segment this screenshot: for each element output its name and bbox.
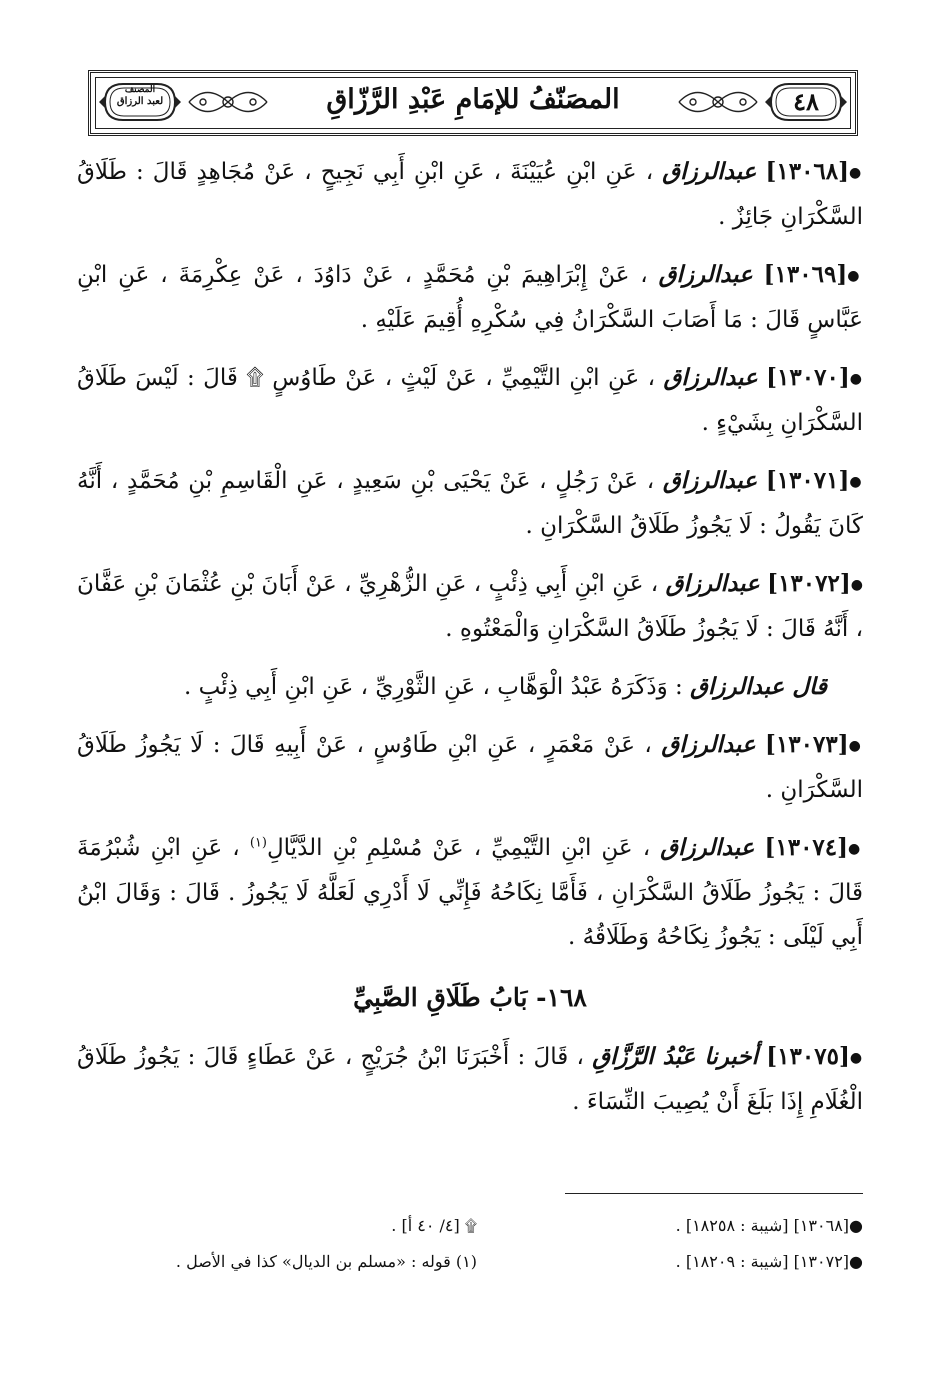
hadith-text: ، عَنِ ابْنِ أَبِي ذِئْبٍ ، عَنِ الزُّهْرِيِّ ، عَنْ أَبَانَ بْنِ عُثْمَانَ بْنِ عَفَّانَ ، أَنَّهُ قَالَ : لَا يَجُوزُ طَلَاقُ السَّكْرَانِ وَالْمَعْتُوهِ .	[77, 571, 863, 642]
book-seal	[99, 78, 181, 126]
page-number-medallion	[765, 78, 847, 126]
narrator-name: قال عبدالرزاق	[690, 673, 827, 700]
seal-text	[99, 85, 181, 119]
seal-line-1: المصنف	[124, 85, 156, 95]
page-number: ٤٨	[793, 87, 819, 116]
hadith-number: [١٣٠٦٩]	[763, 261, 848, 288]
bullet-icon: ●	[849, 1050, 864, 1066]
narrator-name: عبدالرزاق	[665, 570, 760, 597]
hadith-number: [١٣٠٧٣]	[765, 731, 849, 758]
bullet-icon: ●	[849, 371, 864, 387]
hadith-13074	[77, 826, 863, 959]
footnote-folio: ۩ [٤/ ٤٠ أ] .	[391, 1216, 477, 1235]
narrator-name: عبدالرزاق	[663, 364, 758, 391]
narrator-name: عبدالرزاق	[662, 158, 757, 185]
note-text: : وَذَكَرَهُ عَبْدُ الْوَهَّابِ ، عَنِ الثَّوْرِيِّ ، عَنِ ابْنِ أَبِي ذِئْبٍ .	[184, 674, 683, 700]
page-header	[88, 70, 858, 136]
seal-line-2: لعبد الرزاق	[116, 96, 164, 107]
hadith-number: [١٣٠٧٤]	[764, 834, 849, 861]
hadith-13069	[77, 253, 863, 342]
hadith-text-part-b: ، عَنِ ابْنِ شُبْرُمَةَ قَالَ : يَجُوزُ طَلَاقُ السَّكْرَانِ ، فَأَمَّا نِكَاحُهُ فَإِنِّي لَا أَدْرِي لَعَلَّهُ لَا يَجُوزُ . قَالَ : وَقَالَ ابْنُ أَبِي لَيْلَى : يَجُوزُ نِكَاحُهُ وَطَلَاقُهُ .	[77, 835, 863, 950]
footnote-source-13068: ●[١٣٠٦٨] [شيبة : ١٨٢٥٨] .	[675, 1216, 863, 1235]
narrator-name: عبدالرزاق	[661, 731, 756, 758]
hadith-text: ، عَنْ رَجُلٍ ، عَنْ يَحْيَى بْنِ سَعِيدٍ ، عَنِ الْقَاسِمِ بْنِ مُحَمَّدٍ ، أَنَّهُ كَانَ يَقُولُ : لَا يَجُوزُ طَلَاقُ السَّكْرَانِ .	[77, 468, 863, 539]
hadith-text: ، عَنِ ابْنِ التَّيْمِيِّ ، عَنْ لَيْثٍ ، عَنْ طَاوُسٍ ۩ قَالَ : لَيْسَ طَلَاقُ السَّكْرَانِ بِشَيْءٍ .	[77, 365, 863, 436]
main-text	[77, 150, 863, 1138]
hadith-number: [١٣٠٧١]	[765, 467, 850, 494]
footnote-row	[77, 1208, 863, 1244]
footnote-source-13072: ●[١٣٠٧٢] [شيبة : ١٨٢٠٩] .	[675, 1252, 863, 1271]
hadith-text: ، عَنْ إِبْرَاهِيمَ بْنِ مُحَمَّدٍ ، عَنْ دَاوُدَ ، عَنْ عِكْرِمَةَ ، عَنِ ابْنِ عَبَّاسٍ قَالَ : مَا أَصَابَ السَّكْرَانُ فِي سُكْرِهِ أُقِيمَ عَلَيْهِ .	[77, 262, 863, 333]
narrator-note	[77, 665, 863, 709]
bullet-icon: ●	[848, 738, 864, 754]
hadith-13070	[77, 356, 863, 445]
footnote-marker[interactable]: (١)	[249, 835, 267, 851]
hadith-text: ، عَنِ ابْنِ عُيَيْنَةَ ، عَنِ ابْنِ أَبِي نَجِيحٍ ، عَنْ مُجَاهِدٍ قَالَ : طَلَاقُ السَّكْرَانِ جَائِزٌ .	[77, 159, 863, 230]
bullet-icon: ●	[850, 577, 863, 593]
narrator-name: عبدالرزاق	[658, 261, 753, 288]
narrator-name: عبدالرزاق	[660, 834, 755, 861]
bullet-icon: ●	[848, 841, 864, 857]
narrator-name: عبدالرزاق	[662, 467, 758, 494]
hadith-text: ، قَالَ : أَخْبَرَنَا ابْنُ جُرَيْجٍ ، عَنْ عَطَاءٍ قَالَ : يَجُوزُ طَلَاقُ الْغُلَامِ إِذَا بَلَغَ أَنْ يُصِيبَ النِّسَاءَ .	[77, 1044, 863, 1115]
bullet-icon: ●	[849, 474, 864, 490]
ornament-right-icon	[677, 81, 759, 123]
hadith-13068	[77, 150, 863, 239]
bullet-icon: ●	[849, 165, 864, 181]
bullet-icon: ●	[847, 268, 863, 284]
hadith-number: [١٣٠٧٢]	[767, 570, 851, 597]
footnotes	[77, 1208, 863, 1280]
hadith-13073	[77, 723, 863, 812]
running-title: المصَنّفُ للإمَامِ عَبْدِ الرَّزّاقِ	[326, 84, 620, 115]
chapter-heading: ١٦٨- بَابُ طَلَاقِ الصَّبِيِّ	[353, 983, 587, 1012]
hadith-number: [١٣٠٧٥]	[766, 1043, 850, 1070]
footnote-row	[77, 1244, 863, 1280]
footnote-separator	[565, 1193, 863, 1194]
hadith-number: [١٣٠٦٨]	[765, 158, 850, 185]
footnote-1: (١) قوله : «مسلم بن الديال» كذا في الأصل .	[175, 1252, 477, 1271]
hadith-13071	[77, 459, 863, 548]
hadith-13072	[77, 562, 863, 651]
ornament-left-icon	[187, 81, 269, 123]
hadith-13075	[77, 1035, 863, 1124]
narrator-name: أخبرنا عَبْدُ الرَّزَّاقِ	[592, 1043, 758, 1070]
hadith-text-part-a: ، عَنِ ابْنِ التَّيْمِيِّ ، عَنْ مُسْلِمِ بْنِ الدَّيَّالِ	[266, 835, 651, 861]
hadith-text: ، عَنْ مَعْمَرٍ ، عَنِ ابْنِ طَاوُسٍ ، عَنْ أَبِيهِ قَالَ : لَا يَجُوزُ طَلَاقُ السَّكْرَانِ .	[77, 732, 863, 803]
hadith-number: [١٣٠٧٠]	[766, 364, 850, 391]
